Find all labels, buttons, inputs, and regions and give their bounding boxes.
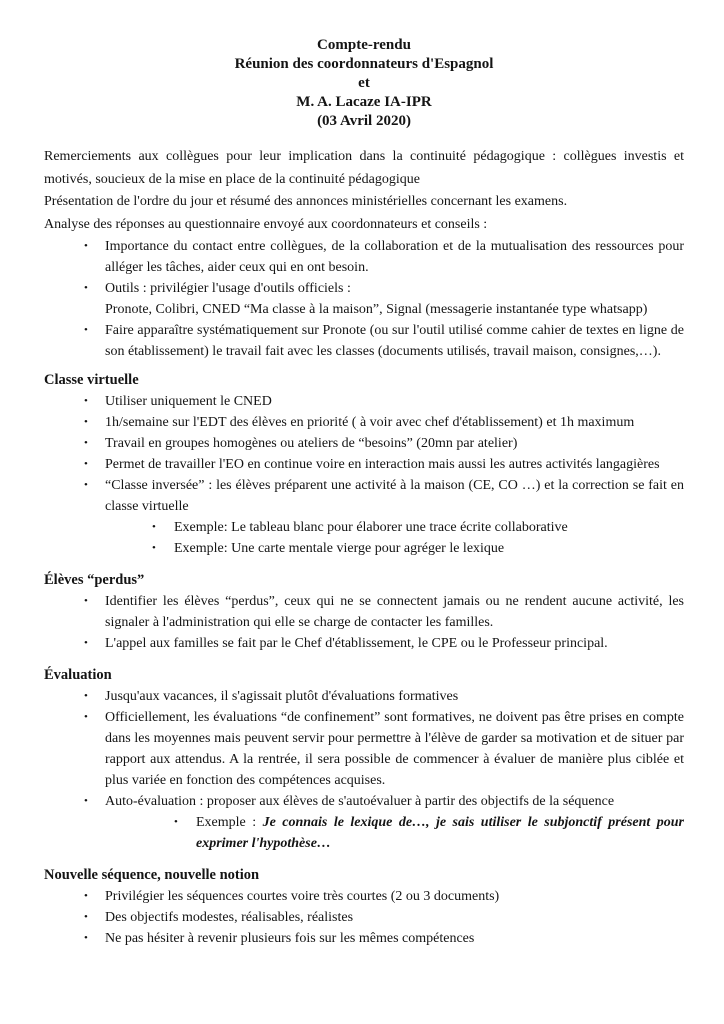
- example-prefix: Exemple :: [196, 815, 263, 830]
- list-item: [84, 886, 684, 907]
- section-evaluation: [44, 665, 684, 854]
- list-item: [84, 320, 684, 362]
- bullet-icon: •: [84, 240, 88, 252]
- list-item: [84, 686, 684, 707]
- section-heading: Évaluation: [44, 667, 112, 683]
- sub-list-item-text: Exemple: Le tableau blanc pour élaborer une trace écrite collaborative: [174, 520, 568, 535]
- list-item: [84, 433, 684, 454]
- bullet-icon: •: [84, 690, 88, 702]
- sub-list-item: [174, 812, 684, 854]
- bullet-icon: •: [84, 595, 88, 607]
- title-line-3: et: [358, 75, 370, 91]
- section-classe-virtuelle: [44, 370, 684, 559]
- sub-list-item-text: [196, 812, 684, 854]
- bullet-icon: •: [84, 282, 88, 294]
- title-line-1: Compte-rendu: [317, 37, 411, 53]
- list-item-text: L'appel aux familles se fait par le Chef d'établissement, le CPE ou le Professeur principal.: [105, 636, 608, 651]
- list-item-text: “Classe inversée” : les élèves préparent une activité à la maison (CE, CO …) et la correction se fait en classe virtuelle: [105, 478, 684, 514]
- list-item-text: Identifier les élèves “perdus”, ceux qui ne se connectent jamais ou ne rendent aucune activité, les signaler à l'administration qui elle se charge de contacter les familles.: [105, 594, 684, 630]
- list-item-text: Jusqu'aux vacances, il s'agissait plutôt d'évaluations formatives: [105, 689, 459, 704]
- bullet-icon: •: [84, 458, 88, 470]
- list-item: [84, 412, 684, 433]
- list-item-text: Auto-évaluation : proposer aux élèves de s'autoévaluer à partir des objectifs de la séquence: [105, 794, 615, 809]
- list-item-text: Ne pas hésiter à revenir plusieurs fois sur les mêmes compétences: [105, 931, 475, 946]
- list-item-text: 1h/semaine sur l'EDT des élèves en priorité ( à voir avec chef d'établissement) et 1h maximum: [105, 415, 635, 430]
- list-item-text: Privilégier les séquences courtes voire très courtes (2 ou 3 documents): [105, 889, 500, 904]
- title-line-5: (03 Avril 2020): [317, 113, 411, 129]
- intro-paragraph-2: Présentation de l'ordre du jour et résumé des annonces ministérielles concernant les examens.: [44, 194, 568, 209]
- title-line-2: Réunion des coordonnateurs d'Espagnol: [234, 56, 494, 72]
- list-item: [84, 591, 684, 633]
- title-line-4: M. A. Lacaze IA-IPR: [296, 94, 432, 110]
- list-item: [84, 707, 684, 791]
- section-bullet-list: [44, 391, 684, 559]
- list-item: [84, 236, 684, 278]
- bullet-icon: •: [152, 542, 156, 554]
- example-italic-text: Je connais le lexique de…, je sais utiliser le subjonctif présent pour exprimer l'hypothèse…: [196, 815, 684, 851]
- list-item: [84, 391, 684, 412]
- list-item: [84, 475, 684, 517]
- bullet-icon: •: [84, 479, 88, 491]
- intro-paragraph-3: Analyse des réponses au questionnaire envoyé aux coordonnateurs et conseils :: [44, 216, 488, 232]
- list-item-text: Officiellement, les évaluations “de confinement” sont formatives, ne doivent pas être prises en compte dans les moyennes mais peuvent servir pour permettre à l'élève de garder sa motivation et de situer par rapport aux attendus. A la rentrée, il sera possible de commencer à évaluer de manière plus ciblée et plus variée en fonction des compétences acquises.: [105, 710, 684, 788]
- bullet-icon: •: [84, 324, 88, 336]
- section-bullet-list: [44, 686, 684, 854]
- sub-list-item-text: Exemple: Une carte mentale vierge pour agréger le lexique: [174, 541, 505, 556]
- list-item: [84, 278, 684, 299]
- bullet-icon: •: [84, 911, 88, 923]
- list-item-text: Travail en groupes homogènes ou ateliers de “besoins” (20mn par atelier): [105, 436, 518, 451]
- sub-list-item: [152, 538, 684, 559]
- intro-section: [44, 146, 684, 362]
- list-item: [84, 633, 684, 654]
- list-item: [84, 928, 684, 949]
- bullet-icon: •: [152, 521, 156, 533]
- bullet-icon: •: [84, 795, 88, 807]
- section-eleves-perdus: [44, 570, 684, 654]
- list-item-text: Permet de travailler l'EO en continue voire en interaction mais aussi les autres activités langagières: [105, 457, 660, 472]
- section-heading: Élèves “perdus”: [44, 572, 145, 588]
- bullet-icon: •: [84, 395, 88, 407]
- section-nouvelle-sequence: [44, 865, 684, 949]
- list-item-continuation: Pronote, Colibri, CNED “Ma classe à la maison”, Signal (messagerie instantanée type whatsapp): [105, 302, 648, 317]
- bullet-icon: •: [84, 932, 88, 944]
- bullet-icon: •: [84, 437, 88, 449]
- section-bullet-list: [44, 591, 684, 654]
- section-bullet-list: [44, 886, 684, 949]
- list-item-text: Outils : privilégier l'usage d'outils officiels :: [105, 281, 351, 296]
- bullet-icon: •: [84, 711, 88, 723]
- list-item-text: Importance du contact entre collègues, de la collaboration et de la mutualisation des ressources pour alléger les tâches, aider ceux qui en ont besoin.: [105, 239, 684, 275]
- list-item: [84, 791, 684, 812]
- section-heading: Classe virtuelle: [44, 372, 139, 388]
- list-item: [84, 454, 684, 475]
- list-item-text: Des objectifs modestes, réalisables, réalistes: [105, 910, 354, 925]
- bullet-icon: •: [84, 890, 88, 902]
- list-item: [84, 907, 684, 928]
- document-title-block: [44, 36, 684, 131]
- list-item-text: Faire apparaître systématiquement sur Pronote (ou sur l'outil utilisé comme cahier de textes en ligne de son établissement) le travail fait avec les classes (documents utilisés, travail maison, consignes,…).: [105, 323, 684, 359]
- sub-list-item: [152, 517, 684, 538]
- section-heading: Nouvelle séquence, nouvelle notion: [44, 867, 260, 883]
- intro-paragraph-1: Remerciements aux collègues pour leur implication dans la continuité pédagogique : collègues investis et motivés, soucieux de la mise en place de la continuité pédagogique: [44, 149, 684, 187]
- bullet-icon: •: [84, 416, 88, 428]
- list-item-text: Utiliser uniquement le CNED: [105, 394, 272, 409]
- intro-bullet-list: [44, 236, 684, 362]
- bullet-icon: •: [84, 637, 88, 649]
- bullet-icon: •: [174, 816, 178, 828]
